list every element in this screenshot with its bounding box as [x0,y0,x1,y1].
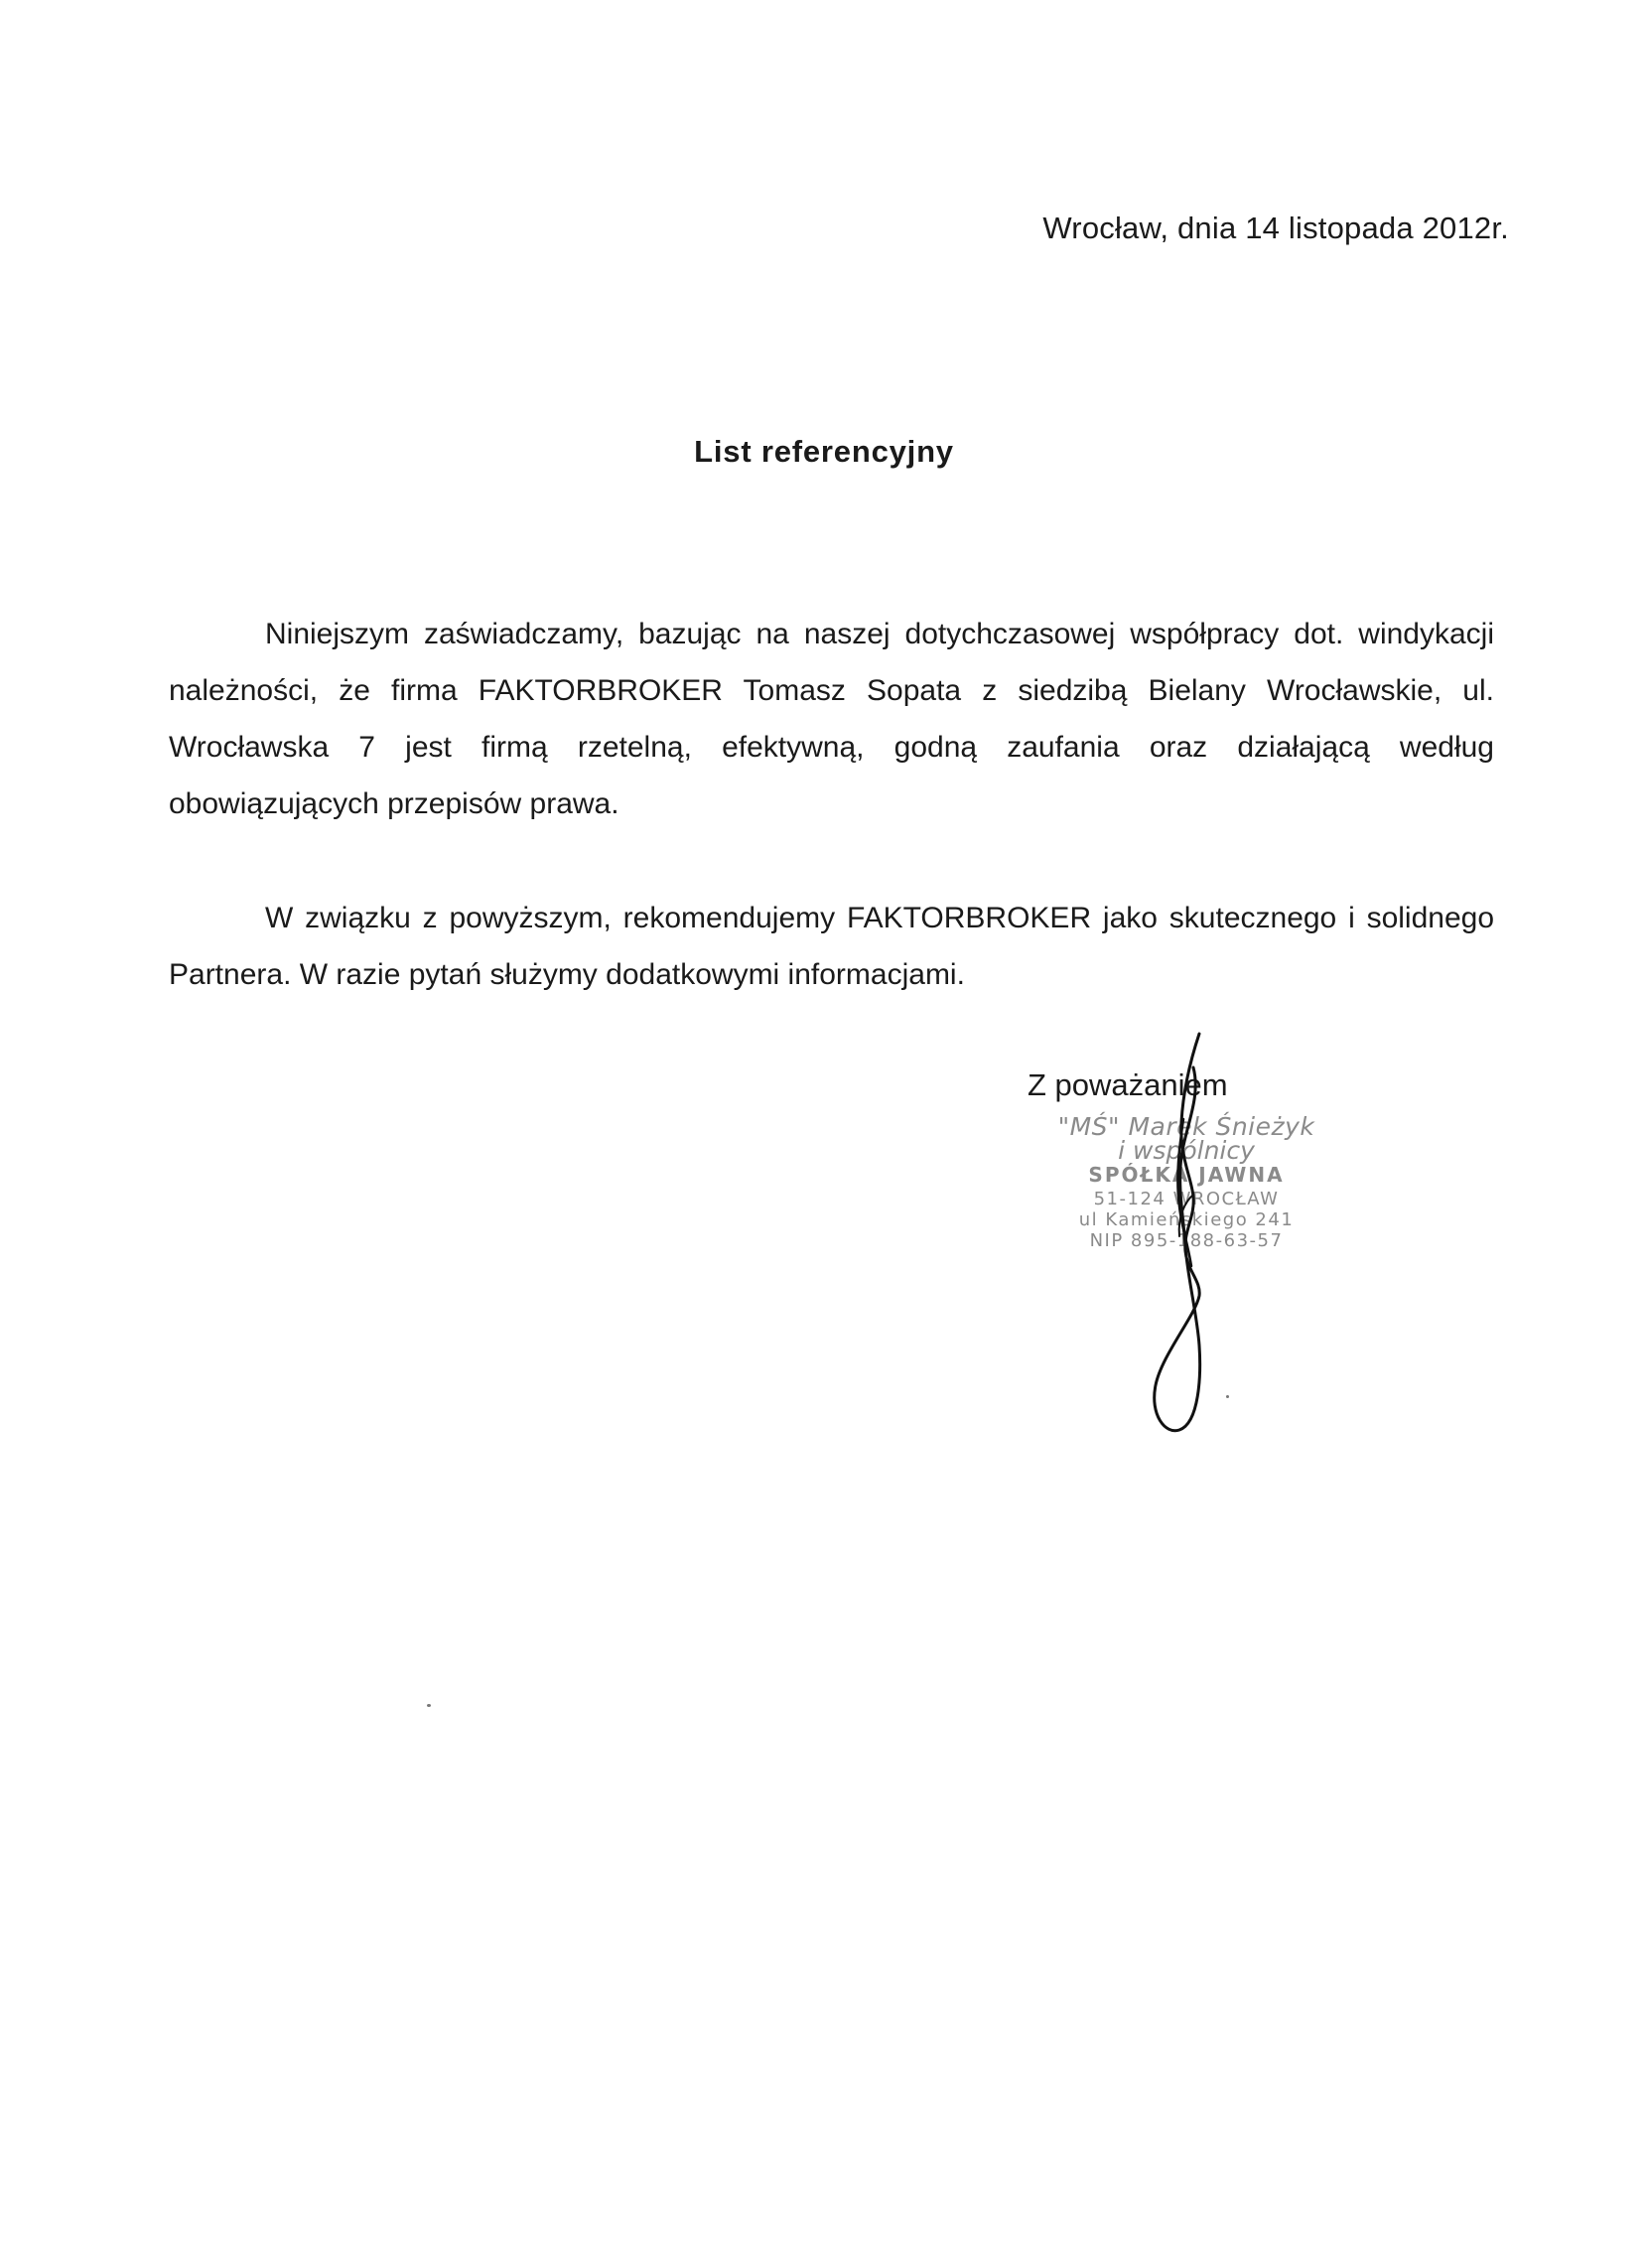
closing-phrase: Z poważaniem [1028,1067,1228,1102]
stamp-company-type: SPÓŁKA JAWNA [1088,1163,1285,1187]
stamp-company-name: "MŚ" Marek Śnieżyk [1057,1112,1315,1141]
body-paragraph-1: Niniejszym zaświadczamy, bazując na naszej dotychczasowej współpracy dot. windykacji należności, że firma FAKTORBROKER Tomasz Sopata z siedzibą Bielany Wrocławskie, ul. Wrocławska 7 jest firmą rzetelną, efektywną, godną zaufania oraz działającą według obowiązujących przepisów prawa. [169,618,1494,820]
scan-speck [427,1704,431,1707]
stamp-partners: i wspólnicy [1118,1136,1255,1165]
handwritten-signature [1122,1028,1271,1445]
body-paragraph-2: W związku z powyższym, rekomendujemy FAKTORBROKER jako skutecznego i solidnego Partnera. W razie pytań służymy dodatkowymi informacjami. [169,902,1494,991]
stamp-nip: NIP 895-188-63-57 [1089,1230,1284,1251]
stamp-street: ul Kamieńskiego 241 [1078,1209,1295,1230]
date-line: Wrocław, dnia 14 listopada 2012r. [1042,211,1509,245]
letter-title: List referencyjny [694,434,954,469]
stamp-postal-city: 51-124 WROCŁAW [1093,1189,1280,1209]
